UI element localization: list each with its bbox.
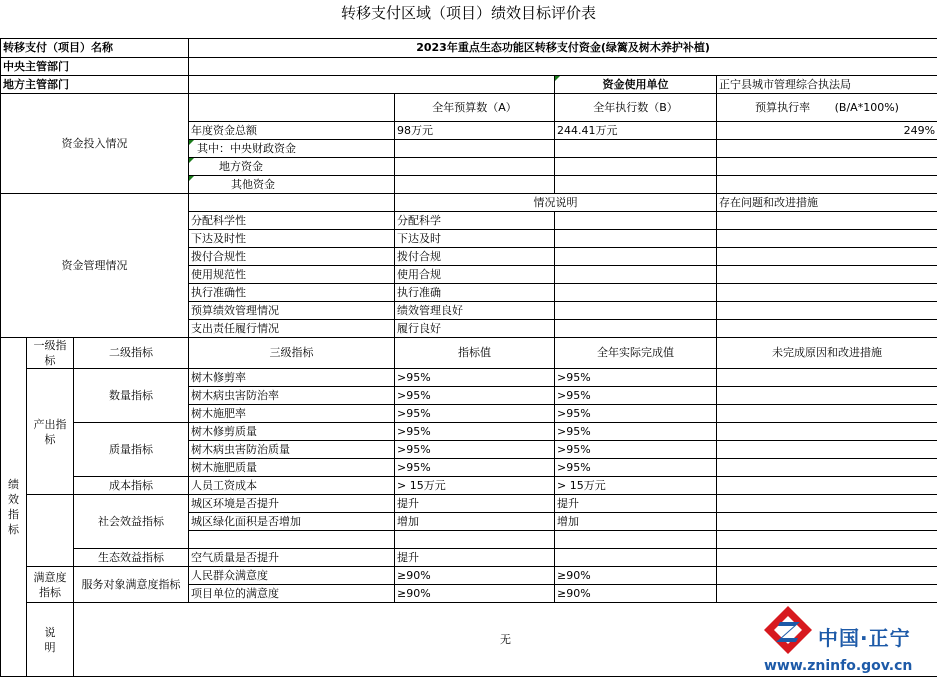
management-row-label: 分配科学性 [189, 212, 395, 230]
management-section-label: 资金管理情况 [1, 194, 189, 338]
indicator-name: 树木病虫害防治率 [189, 387, 395, 405]
performance-section-label: 绩效指标 [1, 338, 27, 677]
site-logo [760, 600, 935, 680]
project-name-value: 2023年重点生态功能区转移支付资金(绿篱及树木养护补植) [189, 39, 937, 58]
actual-header: 全年实际完成值 [555, 338, 717, 369]
level2-header: 二级指标 [74, 338, 189, 369]
quality-indicator-label: 质量指标 [74, 423, 189, 477]
level3-header: 三级指标 [189, 338, 395, 369]
effect-indicator-label [27, 495, 74, 567]
indicator-target: >95% [395, 459, 555, 477]
central-dept-value [189, 58, 937, 76]
indicator-name: 空气质量是否提升 [189, 549, 395, 567]
evaluation-table [0, 38, 937, 677]
investment-row-label: 年度资金总额 [189, 122, 395, 140]
indicator-name: 项目单位的满意度 [189, 585, 395, 603]
management-row-label: 拨付合规性 [189, 248, 395, 266]
indicator-target: >95% [395, 387, 555, 405]
indicator-name: 城区环境是否提升 [189, 495, 395, 513]
indicator-target: >95% [395, 441, 555, 459]
fund-unit-value: 正宁县城市管理综合执法局 [717, 76, 937, 94]
indicator-target: > 15万元 [395, 477, 555, 495]
indicator-actual: > 15万元 [555, 477, 717, 495]
indicator-target: 提升 [395, 549, 555, 567]
level1-header: 一级指标 [27, 338, 74, 369]
management-row-desc: 履行良好 [395, 320, 555, 338]
investment-row-label: 其中：中央财政资金 [189, 140, 395, 158]
indicator-actual: >95% [555, 405, 717, 423]
logo-url: www.zninfo.gov.cn [764, 658, 912, 674]
central-dept-label: 中央主管部门 [1, 58, 189, 76]
management-row-desc: 分配科学 [395, 212, 555, 230]
indicator-name: 城区绿化面积是否增加 [189, 513, 395, 531]
indicator-actual: >95% [555, 387, 717, 405]
local-dept-value [189, 76, 555, 94]
fund-unit-label: 资金使用单位 [555, 76, 717, 94]
indicator-name: 人员工资成本 [189, 477, 395, 495]
eco-indicator-label: 生态效益指标 [74, 549, 189, 567]
management-row-label: 支出责任履行情况 [189, 320, 395, 338]
indicator-target: >95% [395, 423, 555, 441]
cost-indicator-label: 成本指标 [74, 477, 189, 495]
col-issue-header: 存在问题和改进措施 [717, 194, 937, 212]
indicator-actual: >95% [555, 369, 717, 387]
investment-exec-value: 244.41万元 [555, 122, 717, 140]
col-budget-header: 全年预算数（A） [395, 94, 555, 122]
management-row-label: 下达及时性 [189, 230, 395, 248]
indicator-name: 人民群众满意度 [189, 567, 395, 585]
local-dept-label: 地方主管部门 [1, 76, 189, 94]
management-row-desc: 使用合规 [395, 266, 555, 284]
indicator-name: 树木施肥质量 [189, 459, 395, 477]
indicator-actual [555, 549, 717, 567]
remark-value: 无 [74, 603, 937, 677]
col-desc-header: 情况说明 [395, 194, 717, 212]
management-row-label: 使用规范性 [189, 266, 395, 284]
investment-row-label: 其他资金 [189, 176, 395, 194]
management-row-desc: 拨付合规 [395, 248, 555, 266]
indicator-name: 树木施肥率 [189, 405, 395, 423]
management-row-desc: 下达及时 [395, 230, 555, 248]
logo-text: 中国·正宁 [818, 622, 911, 651]
investment-section-label: 资金投入情况 [1, 94, 189, 194]
management-row-label: 执行准确性 [189, 284, 395, 302]
indicator-actual: >95% [555, 441, 717, 459]
indicator-name: 树木修剪质量 [189, 423, 395, 441]
indicator-name: 树木修剪率 [189, 369, 395, 387]
indicator-name: 树木病虫害防治质量 [189, 441, 395, 459]
investment-rate-value: 249% [717, 122, 937, 140]
indicator-target: ≥90% [395, 567, 555, 585]
investment-row-label: 地方资金 [189, 158, 395, 176]
indicator-target: >95% [395, 369, 555, 387]
social-indicator-label: 社会效益指标 [74, 495, 189, 549]
indicator-target: >95% [395, 405, 555, 423]
management-row-label: 预算绩效管理情况 [189, 302, 395, 320]
remark-label: 说明 [27, 603, 74, 677]
page-title: 转移支付区域（项目）绩效目标评价表 [0, 0, 937, 28]
col-exec-header: 全年执行数（B） [555, 94, 717, 122]
indicator-actual: >95% [555, 459, 717, 477]
investment-budget-value: 98万元 [395, 122, 555, 140]
indicator-actual: 提升 [555, 495, 717, 513]
quantity-indicator-label: 数量指标 [74, 369, 189, 423]
indicator-actual: 增加 [555, 513, 717, 531]
indicator-actual: >95% [555, 423, 717, 441]
management-row-desc: 执行准确 [395, 284, 555, 302]
indicator-target: 提升 [395, 495, 555, 513]
col-rate-header: 预算执行率 (B/A*100%) [717, 94, 937, 122]
service-satisfaction-label: 服务对象满意度指标 [74, 567, 189, 603]
indicator-actual: ≥90% [555, 567, 717, 585]
management-row-desc: 绩效管理良好 [395, 302, 555, 320]
reason-header: 未完成原因和改进措施 [717, 338, 937, 369]
indicator-target: 增加 [395, 513, 555, 531]
indicator-target: ≥90% [395, 585, 555, 603]
project-name-label: 转移支付（项目）名称 [1, 39, 189, 58]
output-indicator-label: 产出指标 [27, 369, 74, 495]
satisfaction-indicator-label: 满意度指标 [27, 567, 74, 603]
indicator-actual: ≥90% [555, 585, 717, 603]
target-header: 指标值 [395, 338, 555, 369]
